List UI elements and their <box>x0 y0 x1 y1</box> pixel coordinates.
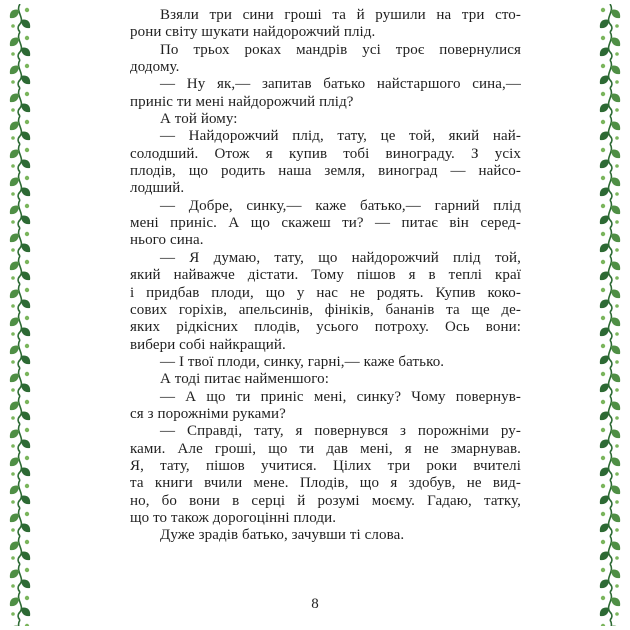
text-line: — Добре, синку,— каже батько,— гарний плід <box>160 197 521 214</box>
text-line: плодів, що родить наша земля, виноград — найсо- <box>130 163 521 180</box>
leaf-garland-border-icon <box>597 4 623 626</box>
text-line: нього сина. <box>130 232 204 249</box>
text-line: вибери собі найкращий. <box>130 336 286 353</box>
text-line: ками. Але гроші, що ти дав мені, я не змарнував. <box>130 440 521 457</box>
text-line: рони світу шукати найдорожчий плід. <box>130 24 376 41</box>
leaf-garland-border-icon <box>7 4 33 626</box>
text-line: та книги вчили мене. Плодів, що я здобув, не вид- <box>130 475 521 492</box>
text-line: А тоді питає найменшого: <box>160 371 329 388</box>
text-line: ся з порожніми руками? <box>130 405 286 422</box>
text-line: яких рідкісних плодів, усього потроху. Ось вони: <box>130 319 521 336</box>
story-text <box>130 7 521 545</box>
text-line: А той йому: <box>160 111 238 128</box>
text-line: но, бо вони в серці й розумі моєму. Гадаю, татку, <box>130 492 521 509</box>
text-line: додому. <box>130 59 180 76</box>
text-line: що то також дорогоцінні плоди. <box>130 509 337 526</box>
text-line: Взяли три сини гроші та й рушили на три сто- <box>160 7 521 23</box>
text-line: приніс ти мені найдорожчий плід? <box>130 93 354 110</box>
text-line: Я, тату, пішов учитися. Цілих три роки вчителі <box>130 457 521 474</box>
text-line: — Справді, тату, я повернувся з порожніми ру- <box>160 423 521 440</box>
text-line: — Найдорожчий плід, тату, це той, який най- <box>160 128 521 145</box>
text-line: мені приніс. А що скажеш ти? — питає він серед- <box>130 215 521 232</box>
page-number: 8 <box>311 596 319 612</box>
text-line: лодший. <box>130 180 185 197</box>
text-line: — Я думаю, тату, що найдорожчий плід той, <box>160 249 521 266</box>
text-line: Дуже зрадів батько, зачувши ті слова. <box>160 527 405 544</box>
text-line: — І твої плоди, синку, гарні,— каже батько. <box>160 353 445 370</box>
text-line: сових горіхів, апельсинів, фініків, бананів та ще де- <box>130 301 521 318</box>
text-line: — Ну як,— запитав батько найстаршого сина,— <box>160 76 521 93</box>
text-line: який найважче дістати. Тому пішов я в теплі краї <box>130 267 521 284</box>
text-line: — А що ти приніс мені, синку? Чому повернув- <box>160 388 521 405</box>
text-line: По трьох роках мандрів усі троє повернулися <box>160 41 521 58</box>
text-line: солодший. Отож я купив тобі винограду. З усіх <box>130 145 521 162</box>
text-line: і придбав плоди, що у нас не родять. Купив коко- <box>130 284 521 301</box>
